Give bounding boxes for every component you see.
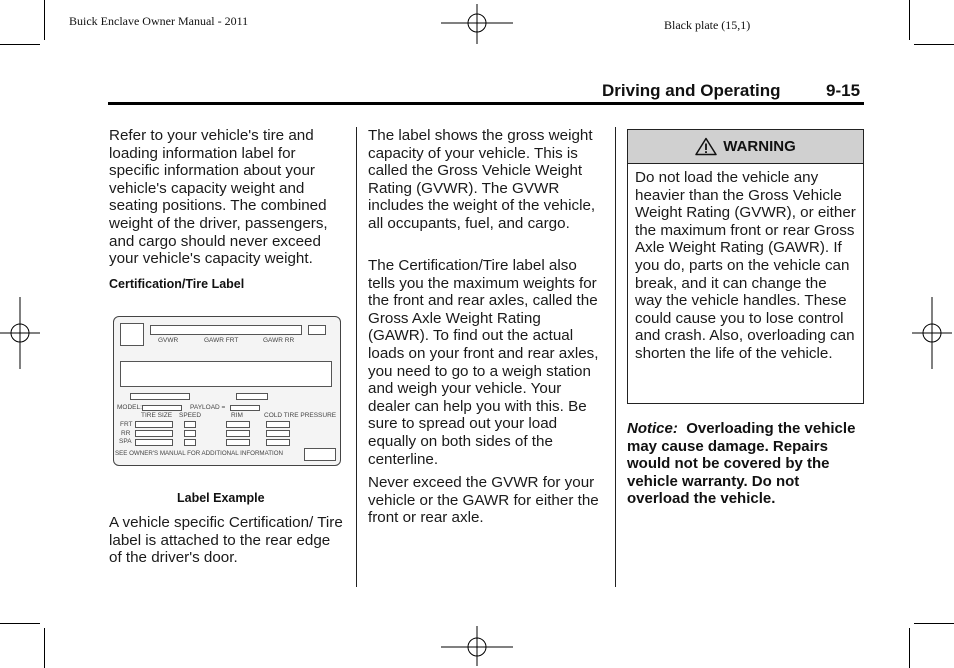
label-model: MODEL:	[117, 404, 142, 411]
warning-box	[627, 129, 864, 404]
label-see-manual: SEE OWNER'S MANUAL FOR ADDITIONAL INFORMATION	[115, 450, 284, 457]
label-cell	[266, 439, 290, 446]
label-tire-size: TIRE SIZE	[141, 412, 173, 419]
col2-paragraph: The label shows the gross weight capacity of your vehicle. This is called the Gross Vehicle Weight Rating (GVWR). The GVWR includes the weight of the vehicle, all occupants, fuel, and cargo.	[368, 127, 596, 232]
header-rule	[108, 102, 864, 105]
warning-triangle-icon	[695, 137, 717, 156]
notice-text: Overloading the vehicle may cause damage. Repairs would not be covered by the vehicle warranty. Do not overload the vehicle.	[627, 420, 856, 508]
page-number: 9-15	[826, 81, 861, 100]
label-cell	[266, 430, 290, 437]
label-frt: FRT	[120, 421, 133, 428]
notice-label: Notice:	[627, 420, 678, 437]
crop-mark	[909, 628, 910, 668]
label-cell	[184, 421, 196, 428]
notice-block	[627, 420, 864, 508]
warning-header	[628, 130, 863, 164]
column-divider	[615, 127, 616, 587]
label-top-small-field	[308, 325, 326, 335]
label-rim: RIM	[231, 412, 243, 419]
col1-paragraph: Refer to your vehicle's tire and loading information label for specific information about your vehicle's capacity weight and seating positions. The combined weight of the driver, passengers, and cargo should never exceed your vehicle's capacity weight.	[109, 127, 328, 268]
label-field	[142, 405, 182, 411]
label-payload: PAYLOAD =	[190, 404, 226, 411]
crop-mark	[914, 623, 954, 624]
crop-mark	[909, 0, 910, 40]
section-title: Driving and Operating	[602, 81, 781, 100]
label-field	[230, 405, 260, 411]
crop-mark	[44, 628, 45, 668]
label-logo-box	[120, 323, 144, 346]
figure-caption: Label Example	[177, 491, 265, 505]
warning-text: Do not load the vehicle any heavier than the Gross Vehicle Weight Rating (GVWR), or either the maximum front or rear Gross Axle Weight Rating (GAWR). If you do, parts on the vehicle can break, and it can change the way the vehicle handles. These could cause you to lose control and crash. Also, overloading can shorten the life of the vehicle.	[635, 169, 856, 362]
registration-mark-icon	[441, 4, 513, 44]
crop-mark	[0, 623, 40, 624]
label-cell	[135, 430, 173, 437]
label-barcode-box	[304, 448, 336, 461]
label-spa: SPA	[119, 438, 132, 445]
col2-paragraph: The Certification/Tire label also tells you the maximum weights for the front and rear axles, called the Gross Axle Weight Rating (GAWR). To find out the actual loads on your front and rear axles, you need to go to a weigh station and weigh your vehicle. Your dealer can help you with this. Be sure to spread out your load equally on both sides of the centerline.	[368, 257, 599, 468]
col1-paragraph: A vehicle specific Certification/ Tire label is attached to the rear edge of the driver's door.	[109, 514, 343, 567]
label-cell	[184, 439, 196, 446]
registration-mark-icon	[441, 626, 513, 666]
registration-mark-icon	[912, 297, 952, 369]
label-cell	[226, 421, 250, 428]
label-field	[130, 393, 190, 400]
label-gawr-rr: GAWR RR	[263, 337, 295, 344]
label-rr: RR	[121, 430, 131, 437]
label-cell	[135, 439, 173, 446]
label-cell	[266, 421, 290, 428]
label-field	[236, 393, 268, 400]
column-divider	[356, 127, 357, 587]
registration-mark-icon	[0, 297, 40, 369]
subheading: Certification/Tire Label	[109, 277, 245, 291]
label-gawr-frt: GAWR FRT	[204, 337, 239, 344]
plate-label: Black plate (15,1)	[664, 18, 751, 32]
crop-mark	[44, 0, 45, 40]
label-vin-field	[120, 361, 332, 387]
label-gvwr: GVWR	[158, 337, 179, 344]
label-speed: SPEED	[179, 412, 202, 419]
label-cell	[135, 421, 173, 428]
crop-mark	[0, 44, 40, 45]
certification-label-figure	[113, 316, 341, 466]
crop-mark	[914, 44, 954, 45]
manual-title: Buick Enclave Owner Manual - 2011	[69, 14, 249, 28]
label-top-field	[150, 325, 302, 335]
col2-paragraph: Never exceed the GVWR for your vehicle or the GAWR for either the front or rear axle.	[368, 474, 599, 527]
label-cell	[184, 430, 196, 437]
label-cell	[226, 430, 250, 437]
label-cell	[226, 439, 250, 446]
label-cold-tire-pressure: COLD TIRE PRESSURE	[264, 412, 337, 419]
warning-title: WARNING	[723, 138, 796, 155]
